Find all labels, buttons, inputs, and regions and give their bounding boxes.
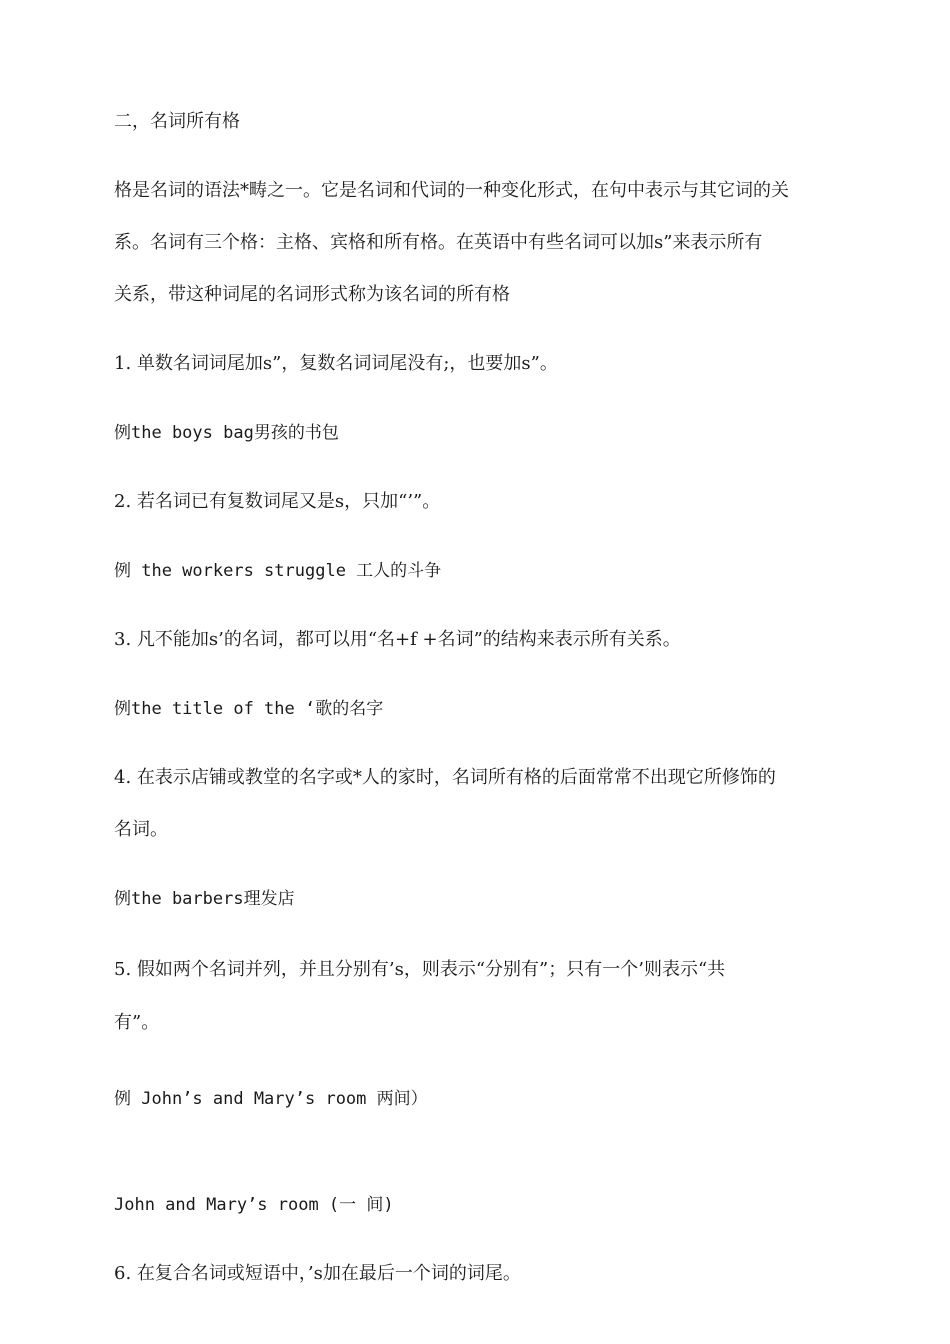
example-2: 例 the workers struggle 工人的斗争 xyxy=(114,561,442,581)
rule-1: 1. 单数名词词尾加s”，复数名词词尾没有;，也要加s”。 xyxy=(114,353,558,374)
rule-4-line-1: 4. 在表示店铺或教堂的名字或*人的家时，名词所有格的后面常常不出现它所修饰的 xyxy=(114,767,776,788)
example-5a: 例 John’s and Mary’s room 两间） xyxy=(114,1089,428,1109)
rule-5-line-1: 5. 假如两个名词并列，并且分别有’s，则表示“分别有”；只有一个’则表示“共 xyxy=(114,959,726,980)
example-1: 例the boys bag男孩的书包 xyxy=(114,423,339,443)
example-5b: John and Mary’s room (一 间) xyxy=(114,1195,394,1215)
rule-3: 3. 凡不能加s’的名词，都可以用“名+f +名词”的结构来表示所有关系。 xyxy=(114,629,681,650)
intro-line-2: 系。名词有三个格：主格、宾格和所有格。在英语中有些名词可以加s”来表示所有 xyxy=(114,232,763,253)
example-3: 例the title of the ‘歌的名字 xyxy=(114,699,384,719)
rule-5-line-2: 有”。 xyxy=(114,1012,160,1033)
rule-2: 2. 若名词已有复数词尾又是s，只加“’”。 xyxy=(114,491,441,512)
rule-6: 6. 在复合名词或短语中，’s加在最后一个词的词尾。 xyxy=(114,1263,521,1284)
intro-line-1: 格是名词的语法*畴之一。它是名词和代词的一种变化形式，在句中表示与其它词的关 xyxy=(114,180,789,201)
intro-line-3: 关系，带这种词尾的名词形式称为该名词的所有格 xyxy=(114,284,510,305)
rule-4-line-2: 名词。 xyxy=(114,819,168,840)
section-heading: 二，名词所有格 xyxy=(114,111,240,132)
example-4: 例the barbers理发店 xyxy=(114,889,295,909)
